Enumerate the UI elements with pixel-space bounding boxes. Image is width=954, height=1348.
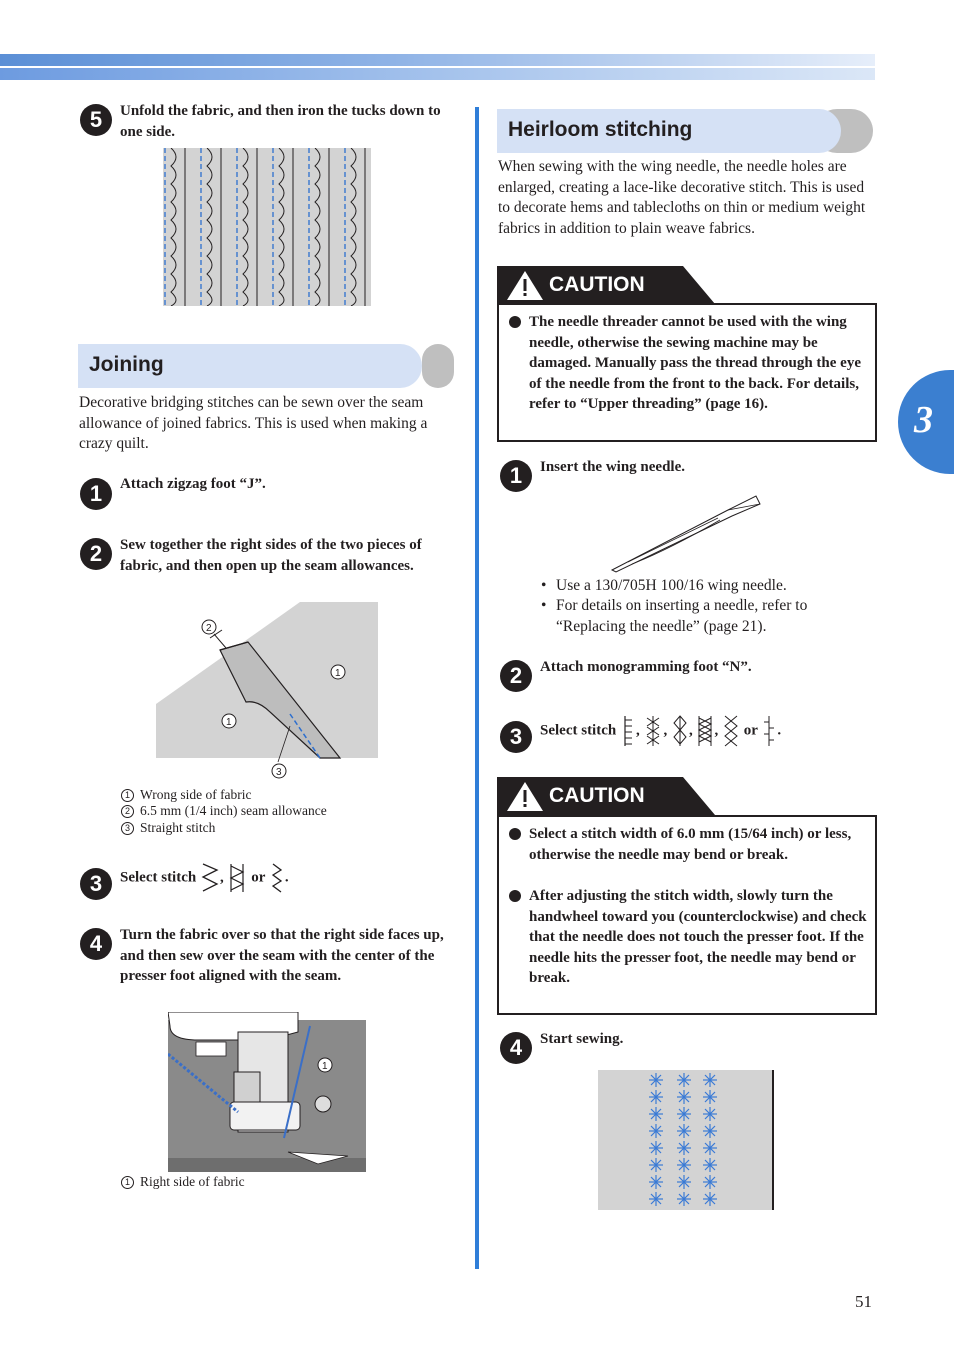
step-number: 2 xyxy=(500,660,532,692)
caution-box xyxy=(497,303,877,442)
step-text: Unfold the fabric, and then iron the tucks down to one side. xyxy=(120,103,441,140)
legend-item: 2 6.5 mm (1/4 inch) seam allowance xyxy=(121,803,327,820)
star-stitch xyxy=(703,1124,717,1138)
step-number: 4 xyxy=(80,928,112,960)
step-text: Insert the wing needle. xyxy=(540,459,685,475)
fig-callout: 1 xyxy=(322,1061,328,1072)
caution-item: Select a stitch width of 6.0 mm (15/64 inch) or less, otherwise the needle may bend or break. xyxy=(529,826,852,863)
legend-item: 3 Straight stitch xyxy=(121,820,215,837)
star-stitch xyxy=(649,1090,663,1104)
fig-callout: 1 xyxy=(226,717,232,728)
bullet-dot xyxy=(509,316,521,328)
step-text: Attach monogramming foot “N”. xyxy=(540,659,752,675)
star-stitch xyxy=(677,1107,691,1121)
comb-stitch-icon[interactable] xyxy=(762,714,776,748)
star-stitch xyxy=(649,1073,663,1087)
tucks-figure xyxy=(163,148,371,306)
star-stitch xyxy=(703,1073,717,1087)
wing-needle-figure xyxy=(608,490,768,574)
header-band-stripe xyxy=(0,68,875,80)
step-text: Attach zigzag foot “J”. xyxy=(120,476,266,492)
star-stitch xyxy=(703,1141,717,1155)
bridging-stitch-icon[interactable] xyxy=(201,862,219,894)
page-number: 51 xyxy=(855,1292,872,1311)
star-stitch-icon[interactable] xyxy=(644,714,662,748)
step-number: 1 xyxy=(500,460,532,492)
box-zigzag-stitch-icon[interactable] xyxy=(697,714,713,748)
header-band xyxy=(0,54,875,82)
star-stitch xyxy=(649,1124,663,1138)
star-stitch xyxy=(677,1073,691,1087)
chapter-tab[interactable] xyxy=(898,370,954,474)
step-number: 2 xyxy=(80,538,112,570)
star-stitch xyxy=(703,1158,717,1172)
legend-item: 1 Wrong side of fabric xyxy=(121,787,252,804)
step-text: Start sewing. xyxy=(540,1031,624,1047)
fig-callout: 1 xyxy=(335,668,341,679)
caution-tab xyxy=(497,266,717,304)
select-stitch-line: Select stitch , , , , or . xyxy=(540,714,870,748)
caution-label: CAUTION xyxy=(549,273,645,296)
caution-item: After adjusting the stitch width, slowly turn the handwheel toward you (counterclockwise) and check that the needle does not touch the presser foot. If the needle hits the presser foot, the needle may bend or break. xyxy=(529,888,867,986)
star-stitch xyxy=(649,1158,663,1172)
legend-item: 1 Right side of fabric xyxy=(121,1174,245,1191)
step-number: 1 xyxy=(80,478,112,510)
step-number: 5 xyxy=(80,104,112,136)
seam-figure xyxy=(150,602,380,782)
step-number: 3 xyxy=(80,868,112,900)
select-stitch-line: Select stitch , or . xyxy=(120,862,450,894)
heirloom-header xyxy=(497,109,873,153)
feather-stitch-icon[interactable] xyxy=(270,862,284,894)
step-number: 4 xyxy=(500,1032,532,1064)
step-text: Sew together the right sides of the two pieces of fabric, and then open up the seam allowances. xyxy=(120,537,422,574)
star-stitch xyxy=(649,1107,663,1121)
step-text: Turn the fabric over so that the right side faces up, and then sew over the seam with the center of the presser foot aligned with the seam. xyxy=(120,927,444,984)
cross-stitch-icon[interactable] xyxy=(723,714,739,748)
caution-item: The needle threader cannot be used with the wing needle, otherwise the sewing machine may be damaged. Manually pass the thread through the eye of the needle from the front to the back. For details, refer to “Upper threading” (page 16). xyxy=(529,314,861,412)
star-stitch xyxy=(703,1107,717,1121)
column-divider xyxy=(475,107,479,1269)
joining-title: Joining xyxy=(89,353,164,376)
chapter-number: 3 xyxy=(914,399,933,441)
heirloom-result-figure xyxy=(598,1070,774,1210)
star-stitch xyxy=(703,1192,717,1206)
ladder-stitch-icon[interactable] xyxy=(621,714,635,748)
star-stitch xyxy=(677,1158,691,1172)
star-stitch xyxy=(677,1124,691,1138)
header-band-stripe xyxy=(0,54,875,66)
step-number: 3 xyxy=(500,721,532,753)
star-stitch xyxy=(677,1175,691,1189)
zigzag-stitch-icon[interactable] xyxy=(228,862,246,894)
caution-tab xyxy=(497,777,717,815)
joining-intro: Decorative bridging stitches can be sewn over the seam allowance of joined fabrics. This is used when making a crazy quilt. xyxy=(79,394,428,452)
star-stitch xyxy=(677,1141,691,1155)
heirloom-title: Heirloom stitching xyxy=(508,118,693,141)
fig-callout: 2 xyxy=(206,623,212,634)
caution-label: CAUTION xyxy=(549,784,645,807)
heirloom-intro: When sewing with the wing needle, the needle holes are enlarged, creating a lace-like decorative stitch. This is used to decorate hems and tablecloths on thin or medium weight fabrics in addition to plain weave fabrics. xyxy=(498,158,866,237)
star-stitch xyxy=(649,1192,663,1206)
star-stitch xyxy=(649,1175,663,1189)
star-stitch xyxy=(649,1141,663,1155)
star-stitch xyxy=(677,1192,691,1206)
bullet-dot xyxy=(509,828,521,840)
bullet-item: • For details on inserting a needle, refer to “Replacing the needle” (page 21). xyxy=(541,597,808,635)
joining-header xyxy=(78,344,454,388)
star-stitch xyxy=(703,1090,717,1104)
bullet-item: • Use a 130/705H 100/16 wing needle. xyxy=(541,577,787,594)
diamond-stitch-icon[interactable] xyxy=(672,714,688,748)
fig-callout: 3 xyxy=(276,767,282,778)
bullet-dot xyxy=(509,890,521,902)
star-stitch xyxy=(677,1090,691,1104)
star-stitch xyxy=(703,1175,717,1189)
presser-foot-figure xyxy=(168,1012,368,1172)
caution-box xyxy=(497,815,877,1015)
